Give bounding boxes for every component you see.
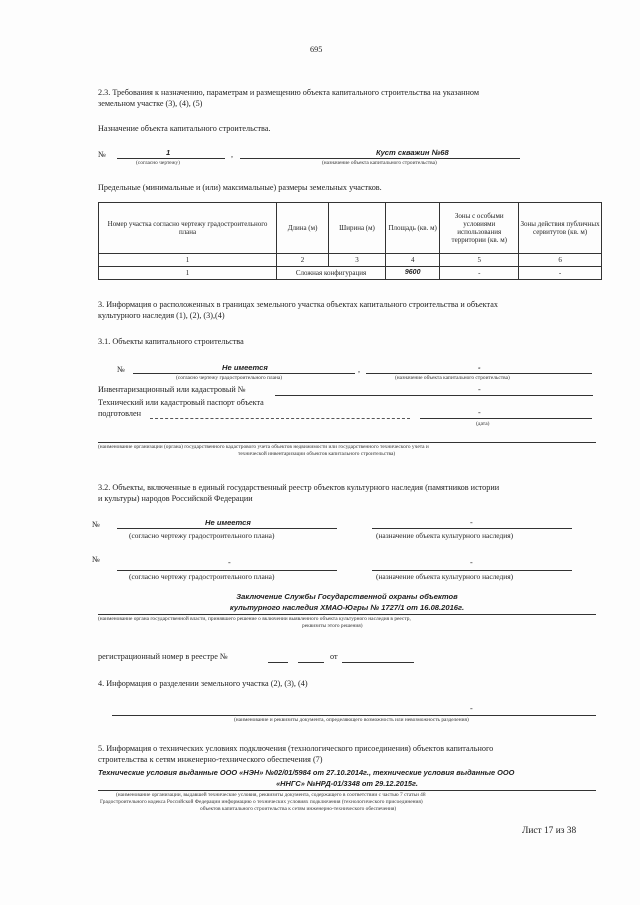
heritage-row2-number-underline	[117, 570, 337, 571]
heritage-row1-caption-name: (назначение объекта культурного наследия)	[376, 531, 514, 540]
section-4-underline	[112, 715, 596, 716]
capital-caption-name: (назначение объекта капитального строительства)	[395, 375, 510, 381]
cell-area: 9600	[386, 267, 440, 280]
cell-servitude-zones: -	[519, 267, 602, 280]
heritage-row2-name-underline	[372, 570, 572, 571]
comma-separator: ,	[231, 150, 234, 159]
heritage-conclusion-line2: культурного наследия ХМАО-Югры № 1727/1 от 16.08.2016г.	[229, 603, 465, 612]
header-special-zones: Зоны с особыми условиями использования территории (кв. м)	[440, 203, 519, 254]
heritage-row2-name-value: -	[470, 558, 473, 567]
section-3-title-line1: 3. Информация о расположенных в границах земельного участка объектах капитального строительства и объектах	[98, 300, 498, 309]
section-4-caption: (наименование и реквизиты документа, определяющего возможность или невозможность разделения)	[234, 717, 469, 723]
capital-caption-number: (согласно чертежу градостроительного плана)	[176, 375, 283, 381]
purpose-label: Назначение объекта капитального строительства.	[98, 124, 271, 133]
capital-object-no-label: №	[117, 365, 125, 374]
column-number-1: 1	[99, 254, 277, 267]
section-2-3-title-line2: земельном участке (3), (4), (5)	[98, 99, 203, 108]
heritage-row1-no-label: №	[92, 520, 100, 529]
header-plot-number: Номер участка согласно чертежу градостроительного плана	[99, 203, 277, 254]
heritage-row1-name-value: -	[470, 518, 473, 527]
section-4-value: -	[470, 704, 473, 713]
inventory-underline	[275, 395, 593, 396]
heritage-row1-caption-number: (согласно чертежу градостроительного плана)	[129, 531, 275, 540]
section-5-title-line1: 5. Информация о технических условиях подключения (технологического присоединения) объектов капитального	[98, 744, 494, 753]
section-4-title: 4. Информация о разделении земельного участка (2), (3), (4)	[98, 679, 308, 688]
caption-name: (назначение объекта капитального строительства)	[322, 160, 437, 166]
caption-number: (согласно чертежу)	[136, 160, 180, 166]
section-2-3-title-line1: 2.3. Требования к назначению, параметрам и размещению объекта капитального строительства на указанном	[98, 88, 480, 97]
passport-label-line2: подготовлен	[98, 409, 141, 418]
organization-caption-line1: (наименование организации (органа) государственного кадастрового учета объектов недвижимости или государственного технического учета и	[98, 444, 429, 450]
comma-separator: ,	[358, 365, 361, 374]
cell-dimensions: Сложная конфигурация	[277, 267, 386, 280]
authority-caption-line2: реквизиты этого решения)	[302, 623, 363, 629]
sheet-counter: Лист 17 из 38	[522, 826, 577, 836]
section-5-caption-line3: объектов капитального строительства к сетям инженерно-технического обеспечения)	[200, 806, 397, 812]
object-number-value: 1	[166, 148, 171, 157]
inventory-value: -	[478, 385, 481, 394]
section-5-title-line2: строительства к сетям инженерно-технического обеспечения (7)	[98, 755, 323, 764]
object-number-underline	[117, 158, 225, 159]
technical-conditions-line1: Технические условия выданные ООО «НЭН» №02/01/5984 от 27.10.2014г., технические условия выданные ООО	[98, 768, 515, 777]
heritage-row1-number-underline	[117, 528, 337, 529]
header-servitude-zones: Зоны действия публичных сервитутов (кв. м)	[519, 203, 602, 254]
table-row	[99, 267, 602, 280]
header-length: Длина (м)	[277, 203, 329, 254]
section-3-2-title-line2: и культуры) народов Российской Федерации	[98, 494, 253, 503]
organization-underline	[98, 442, 596, 443]
heritage-row2-caption-number: (согласно чертежу градостроительного плана)	[129, 572, 275, 581]
authority-caption-line1: (наименование органа государственной власти, принявшего решение о включении выявленного объекта культурного наследия в реестр,	[98, 616, 411, 622]
column-number-3: 3	[329, 254, 386, 267]
registry-number-label: регистрационный номер в реестре №	[98, 652, 228, 661]
passport-underline-left	[150, 418, 410, 419]
section-3-2-title-line1: 3.2. Объекты, включенные в единый государственный реестр объектов культурного наследия (памятников истории	[98, 483, 500, 492]
heritage-row2-no-label: №	[92, 555, 100, 564]
heritage-row2-caption-name: (назначение объекта культурного наследия)	[376, 572, 514, 581]
registry-from-label: от	[330, 652, 338, 661]
object-no-label: №	[98, 150, 106, 159]
column-number-5: 5	[440, 254, 519, 267]
section-5-caption-line2: Градостроительного кодекса Российской Федерации информацию о технических условиях подключения (технологического присоединения)	[100, 799, 423, 805]
limits-label: Предельные (минимальные и (или) максимальные) размеры земельных участков.	[98, 183, 382, 192]
heritage-row1-number-value: Не имеется	[205, 518, 251, 527]
registry-number-underline-1	[268, 662, 288, 663]
cell-special-zones: -	[440, 267, 519, 280]
capital-object-name-value: -	[478, 363, 481, 372]
heritage-row2-number-value: -	[228, 558, 231, 567]
registry-number-underline-2	[298, 662, 324, 663]
passport-label-line1: Технический или кадастровый паспорт объекта	[98, 398, 264, 407]
cell-plot-number: 1	[99, 267, 277, 280]
header-width: Ширина (м)	[329, 203, 386, 254]
heritage-conclusion-underline	[98, 614, 596, 615]
section-3-title-line2: культурного наследия (1), (2), (3),(4)	[98, 311, 225, 320]
passport-caption-date: (дата)	[476, 421, 490, 427]
passport-underline-right	[420, 418, 592, 419]
section-5-caption-line1: (наименование организации, выдавшей технические условия, реквизиты документа, содержащего в соответствии с частью 7 статьи 48	[116, 792, 426, 798]
organization-caption-line2: технической инвентаризации объектов капитального строительства)	[238, 451, 396, 457]
section-3-1-title: 3.1. Объекты капитального строительства	[98, 337, 244, 346]
capital-object-number-value: Не имеется	[222, 363, 268, 372]
heritage-conclusion-line1: Заключение Службы Государственной охраны объектов	[236, 592, 458, 601]
column-number-4: 4	[386, 254, 440, 267]
heritage-row1-name-underline	[372, 528, 572, 529]
capital-object-number-underline	[133, 373, 355, 374]
technical-conditions-underline	[98, 790, 596, 791]
plots-table	[98, 202, 602, 280]
passport-value: -	[478, 408, 481, 417]
inventory-label: Инвентаризационный или кадастровый №	[98, 385, 246, 394]
page-number: 695	[310, 45, 323, 54]
column-number-6: 6	[519, 254, 602, 267]
column-number-2: 2	[277, 254, 329, 267]
header-area: Площадь (кв. м)	[386, 203, 440, 254]
technical-conditions-line2: «ННГС» №НРД-01/3348 от 29.12.2015г.	[276, 779, 418, 788]
registry-date-underline	[342, 662, 414, 663]
capital-object-name-underline	[366, 373, 592, 374]
object-name-underline	[240, 158, 520, 159]
object-name-value: Куст скважин №68	[376, 148, 449, 157]
